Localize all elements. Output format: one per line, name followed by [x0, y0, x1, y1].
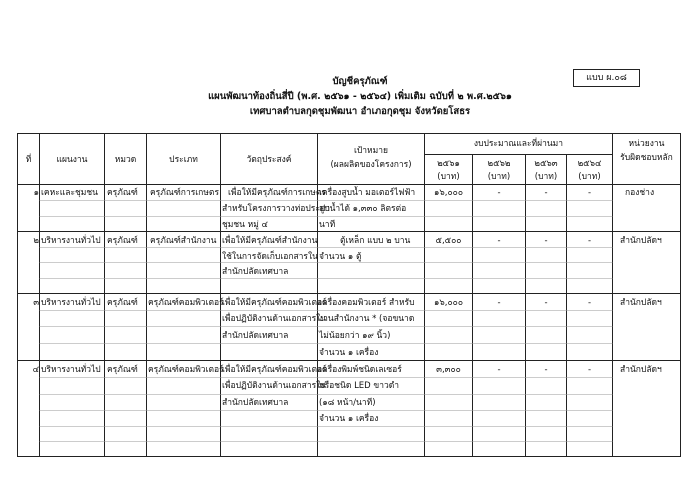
row-4-no: ๔: [32, 365, 39, 375]
row-4-budget-2563: -: [544, 365, 548, 375]
row-1-budget-2564: -: [587, 188, 592, 198]
row-3-budget-2563: -: [544, 298, 548, 308]
header-category: หมวด: [114, 155, 137, 165]
row-3-objective-line-1: เพื่อให้มีครุภัณฑ์คอมพิวเตอร์: [222, 298, 327, 308]
row-4-category: ครุภัณฑ์: [107, 365, 138, 375]
row-4-budget-2561: ๓,๓๐๐: [436, 365, 461, 375]
form-code-box: แบบ ผ.๐๘: [573, 69, 640, 87]
row-1-plan: เคหะและชุมชน: [41, 188, 98, 198]
row-2-target-line-2: จำนวน ๑ ตู้: [319, 252, 362, 262]
row-4-plan: บริหารงานทั่วไป: [41, 365, 101, 375]
header-year-2564: ๒๕๖๔: [577, 159, 602, 169]
row-1-budget-2563: -: [544, 188, 548, 198]
row-3-target-line-3: ไม่น้อยกว่า ๑๙ นิ้ว): [319, 331, 391, 341]
row-4-agency: สำนักปลัดฯ: [620, 365, 662, 375]
row-4-budget-2564: -: [587, 365, 592, 375]
row-2-agency: สำนักปลัดฯ: [620, 236, 662, 246]
row-4-target-line-1: เครื่องพิมพ์ชนิดเลเซอร์: [319, 365, 402, 375]
row-3-agency: สำนักปลัดฯ: [620, 298, 662, 308]
row-4-target-line-3: (๑๘ หน้า/นาที): [319, 398, 376, 408]
document-org: เทศบาลตำบลกุดชุมพัฒนา อำเภอกุดชุม จังหวัดยโสธร: [249, 106, 471, 117]
header-unit: (บาท): [534, 172, 558, 182]
row-2-objective-line-3: สำนักปลัดเทศบาล: [222, 267, 289, 277]
row-4-type: ครุภัณฑ์คอมพิวเตอร์: [148, 365, 224, 375]
header-year-2563: ๒๕๖๓: [534, 159, 558, 169]
row-2-objective-line-1: เพื่อให้มีครุภัณฑ์สำนักงาน: [222, 236, 318, 246]
row-1-target-line-3: นาที: [319, 220, 336, 230]
header-target-sub: (ผลผลิตของโครงการ): [330, 160, 412, 170]
row-4-objective-line-3: สำนักปลัดเทศบาล: [222, 398, 289, 408]
row-3-budget-2561: ๑๖,๐๐๐: [433, 298, 464, 308]
row-2-budget-2563: -: [544, 236, 548, 246]
row-2-budget-2564: -: [587, 236, 592, 246]
row-4-objective-line-1: เพื่อให้มีครุภัณฑ์คอมพิวเตอร์: [222, 365, 327, 375]
header-unit: (บาท): [578, 172, 601, 182]
row-3-objective-line-3: สำนักปลัดเทศบาล: [222, 331, 289, 341]
header-unit: (บาท): [487, 172, 511, 182]
row-2-no: ๒: [33, 236, 39, 246]
row-3-objective-line-2: เพื่อปฏิบัติงานด้านเอกสารใน: [222, 314, 327, 324]
row-3-target-line-2: งานสำนักงาน * (จอขนาด: [319, 314, 415, 324]
row-2-plan: บริหารงานทั่วไป: [41, 236, 101, 246]
row-1-budget-2562: -: [497, 188, 501, 198]
row-4-target-line-2: หรือชนิด LED ขาวดำ: [319, 381, 400, 391]
row-1-no: ๑: [33, 188, 39, 198]
row-3-target-line-1: เครื่องคอมพิวเตอร์ สำหรับ: [319, 298, 415, 308]
row-1-target-line-1: เครื่องสูบน้ำ มอเตอร์ไฟฟ้า: [319, 188, 416, 198]
document-title: บัญชีครุภัณฑ์: [332, 76, 388, 87]
row-2-budget-2562: -: [497, 236, 501, 246]
row-4-objective-line-2: เพื่อปฏิบัติงานด้านเอกสารใน: [222, 381, 327, 391]
row-3-category: ครุภัณฑ์: [107, 298, 138, 308]
row-2-type: ครุภัณฑ์สำนักงาน: [150, 236, 217, 246]
header-unit: (บาท): [437, 172, 460, 182]
header-objective: วัตถุประสงค์: [246, 155, 292, 165]
row-2-category: ครุภัณฑ์: [107, 236, 138, 246]
row-4-budget-2562: -: [497, 365, 501, 375]
row-3-budget-2562: -: [497, 298, 501, 308]
row-2-objective-line-2: ใช้ในการจัดเก็บเอกสารใน: [222, 252, 318, 262]
document-subtitle: แผนพัฒนาท้องถิ่นสี่ปี (พ.ศ. ๒๕๖๑ - ๒๕๖๔) เพิ่มเติม ฉบับที่ ๒ พ.ศ.๒๕๖๑: [208, 91, 512, 102]
header-no: ที่: [25, 155, 32, 165]
header-plan: แผนงาน: [56, 155, 88, 165]
header-target: เป้าหมาย: [353, 146, 389, 156]
row-2-target-line-1: ตู้เหล็ก แบบ ๒ บาน: [340, 236, 411, 246]
row-1-type: ครุภัณฑ์การเกษตร: [150, 188, 220, 198]
row-1-objective-line-2: สำหรับโครงการวางท่อประปา: [222, 204, 331, 214]
row-3-budget-2564: -: [587, 298, 592, 308]
row-3-type: ครุภัณฑ์คอมพิวเตอร์: [148, 298, 224, 308]
header-agency-sub: รับผิดชอบหลัก: [620, 153, 673, 163]
header-agency: หน่วยงาน: [628, 139, 665, 149]
row-1-agency: กองช่าง: [625, 188, 655, 198]
row-1-target-line-2: สูบน้ำได้ ๑,๓๓๐ ลิตรต่อ: [319, 204, 407, 214]
row-1-budget-2561: ๑๖,๐๐๐: [433, 188, 464, 198]
row-1-category: ครุภัณฑ์: [107, 188, 138, 198]
row-3-target-line-4: จำนวน ๑ เครื่อง: [319, 348, 379, 358]
header-type: ประเภท: [169, 155, 198, 165]
row-3-no: ๓: [33, 298, 39, 308]
row-1-objective-line-3: ชุมชน หมู่ ๔: [222, 220, 268, 230]
row-3-plan: บริหารงานทั่วไป: [41, 298, 101, 308]
row-4-target-line-4: จำนวน ๑ เครื่อง: [319, 414, 379, 424]
header-year-2562: ๒๕๖๒: [487, 159, 511, 169]
header-year-2561: ๒๕๖๑: [437, 159, 460, 169]
row-1-objective-line-1: เพื่อให้มีครุภัณฑ์การเกษตร: [228, 188, 326, 198]
row-2-budget-2561: ๕,๕๐๐: [435, 236, 462, 246]
header-budget: งบประมาณและที่ผ่านมา: [473, 139, 564, 149]
